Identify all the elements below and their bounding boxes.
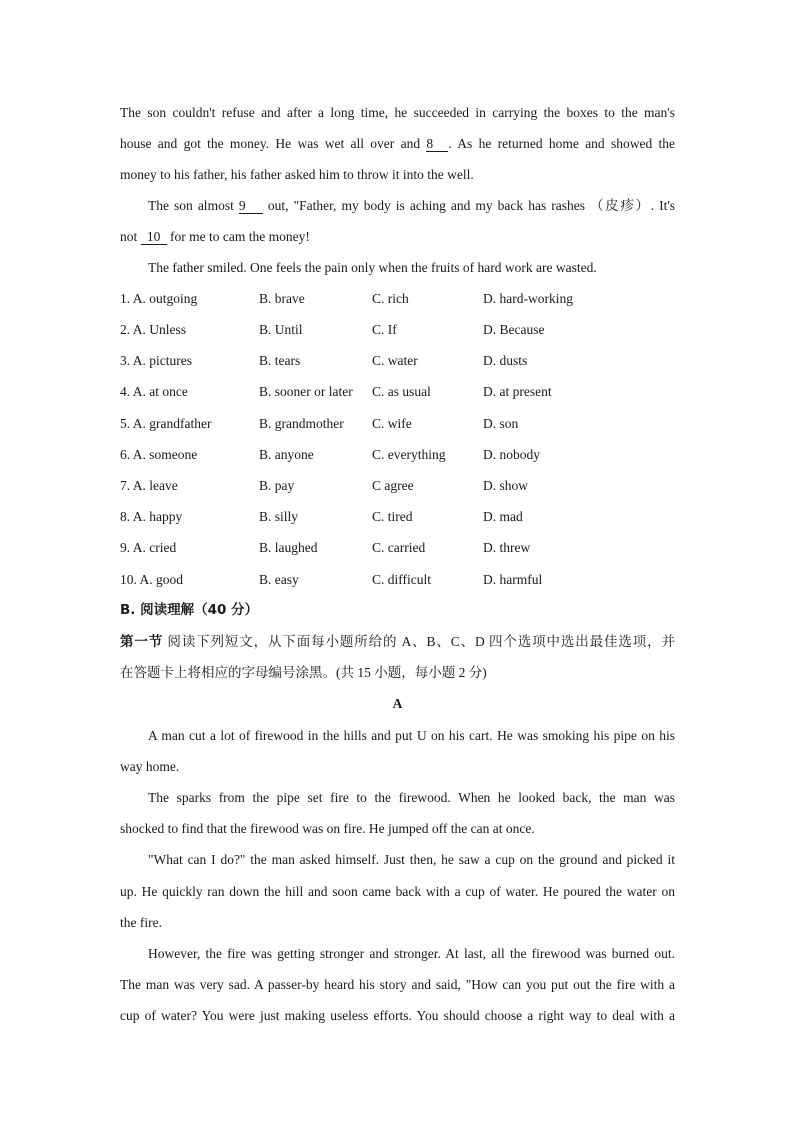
passage-line xyxy=(120,135,675,153)
passage-line: "What can I do?" the man asked himself. Just then, he saw a cup on the ground and picked it xyxy=(148,852,675,867)
answer-blank-10: 10 xyxy=(141,229,167,245)
passage-label: A xyxy=(392,696,403,711)
option-row xyxy=(120,477,675,495)
passage-line: up. He quickly ran down the hill and soon came back with a cup of water. He poured the water on xyxy=(120,884,675,899)
option-a: 5. A. grandfather xyxy=(120,416,212,431)
option-row xyxy=(120,352,675,370)
answer-blank-9: 9 xyxy=(239,198,263,214)
passage-line xyxy=(120,197,675,215)
passage-text: house and got the money. He was wet all over and xyxy=(120,136,421,151)
option-d: D. show xyxy=(483,478,529,493)
answer-blank-8: 8 xyxy=(426,136,448,152)
option-d: D. threw xyxy=(483,540,531,555)
option-a: 2. A. Unless xyxy=(120,322,187,337)
passage-text: The son almost xyxy=(148,198,234,213)
option-a: 8. A. happy xyxy=(120,509,183,524)
option-c: C. everything xyxy=(372,447,446,462)
option-b: B. sooner or later xyxy=(259,384,353,399)
option-row xyxy=(120,539,675,557)
passage-line: the fire. xyxy=(120,915,162,930)
option-a: 9. A. cried xyxy=(120,540,177,555)
option-d: D. hard-working xyxy=(483,291,573,306)
option-b: B. grandmother xyxy=(259,416,344,431)
option-b: B. brave xyxy=(259,291,305,306)
passage-line xyxy=(120,228,675,246)
instructions-line xyxy=(120,633,675,651)
option-b: B. silly xyxy=(259,509,299,524)
option-a: 7. A. leave xyxy=(120,478,178,493)
option-b: B. tears xyxy=(259,353,301,368)
option-b: B. easy xyxy=(259,572,299,587)
option-d: D. Because xyxy=(483,322,545,337)
option-b: B. Until xyxy=(259,322,303,337)
instructions-line: 在答题卡上将相应的字母编号涂黑。(共 15 小题，每小题 2 分) xyxy=(120,665,487,680)
option-c: C. tired xyxy=(372,509,413,524)
option-c: C agree xyxy=(372,478,414,493)
option-a: 3. A. pictures xyxy=(120,353,192,368)
option-row xyxy=(120,508,675,526)
option-row xyxy=(120,415,675,433)
passage-line: The man was very sad. A passer-by heard his story and said, "How can you put out the fire with a xyxy=(120,977,675,992)
passage-line: However, the fire was getting stronger and stronger. At last, all the firewood was burned out. xyxy=(148,946,675,961)
option-d: D. dusts xyxy=(483,353,528,368)
option-c: C. If xyxy=(372,322,397,337)
option-c: C. carried xyxy=(372,540,426,555)
passage-line: The sparks from the pipe set fire to the firewood. When he looked back, the man was xyxy=(148,790,675,805)
option-a: 6. A. someone xyxy=(120,447,198,462)
option-c: C. wife xyxy=(372,416,412,431)
option-b: B. pay xyxy=(259,478,295,493)
option-row xyxy=(120,446,675,464)
passage-text: not xyxy=(120,229,138,244)
passage-line: shocked to find that the firewood was on fire. He jumped off the can at once. xyxy=(120,821,535,836)
passage-line: way home. xyxy=(120,759,180,774)
option-d: D. harmful xyxy=(483,572,543,587)
passage-text: out, "Father, my body is aching and my back has rashes （皮疹）. It's xyxy=(267,198,676,213)
instructions-text: 阅读下列短文，从下面每小题所给的 A、B、C、D 四个选项中选出最佳选项，并 xyxy=(167,634,676,649)
option-c: C. rich xyxy=(372,291,409,306)
option-c: C. water xyxy=(372,353,418,368)
option-a: 10. A. good xyxy=(120,572,184,587)
section-title: B. 阅读理解（40 分） xyxy=(120,602,259,618)
option-d: D. nobody xyxy=(483,447,540,462)
passage-text: . As he returned home and showed the xyxy=(448,136,675,151)
option-d: D. at present xyxy=(483,384,552,399)
passage-line: The son couldn't refuse and after a long time, he succeeded in carrying the boxes to the man's xyxy=(120,105,675,120)
section-sub-label: 第一节 xyxy=(120,634,164,650)
passage-line: The father smiled. One feels the pain only when the fruits of hard work are wasted. xyxy=(148,260,597,275)
option-row xyxy=(120,321,675,339)
option-b: B. anyone xyxy=(259,447,314,462)
option-a: 4. A. at once xyxy=(120,384,188,399)
passage-line: A man cut a lot of firewood in the hills and put U on his cart. He was smoking his pipe on his xyxy=(148,728,675,743)
option-a: 1. A. outgoing xyxy=(120,291,198,306)
option-b: B. laughed xyxy=(259,540,318,555)
passage-line: cup of water? You were just making useless efforts. You should choose a right way to deal with a xyxy=(120,1008,675,1023)
option-d: D. son xyxy=(483,416,519,431)
option-row xyxy=(120,290,675,308)
option-c: C. as usual xyxy=(372,384,431,399)
option-row xyxy=(120,571,675,589)
option-d: D. mad xyxy=(483,509,523,524)
passage-line: money to his father, his father asked him to throw it into the well. xyxy=(120,167,474,182)
option-c: C. difficult xyxy=(372,572,431,587)
passage-text: for me to cam the money! xyxy=(170,229,310,244)
option-row xyxy=(120,383,675,401)
